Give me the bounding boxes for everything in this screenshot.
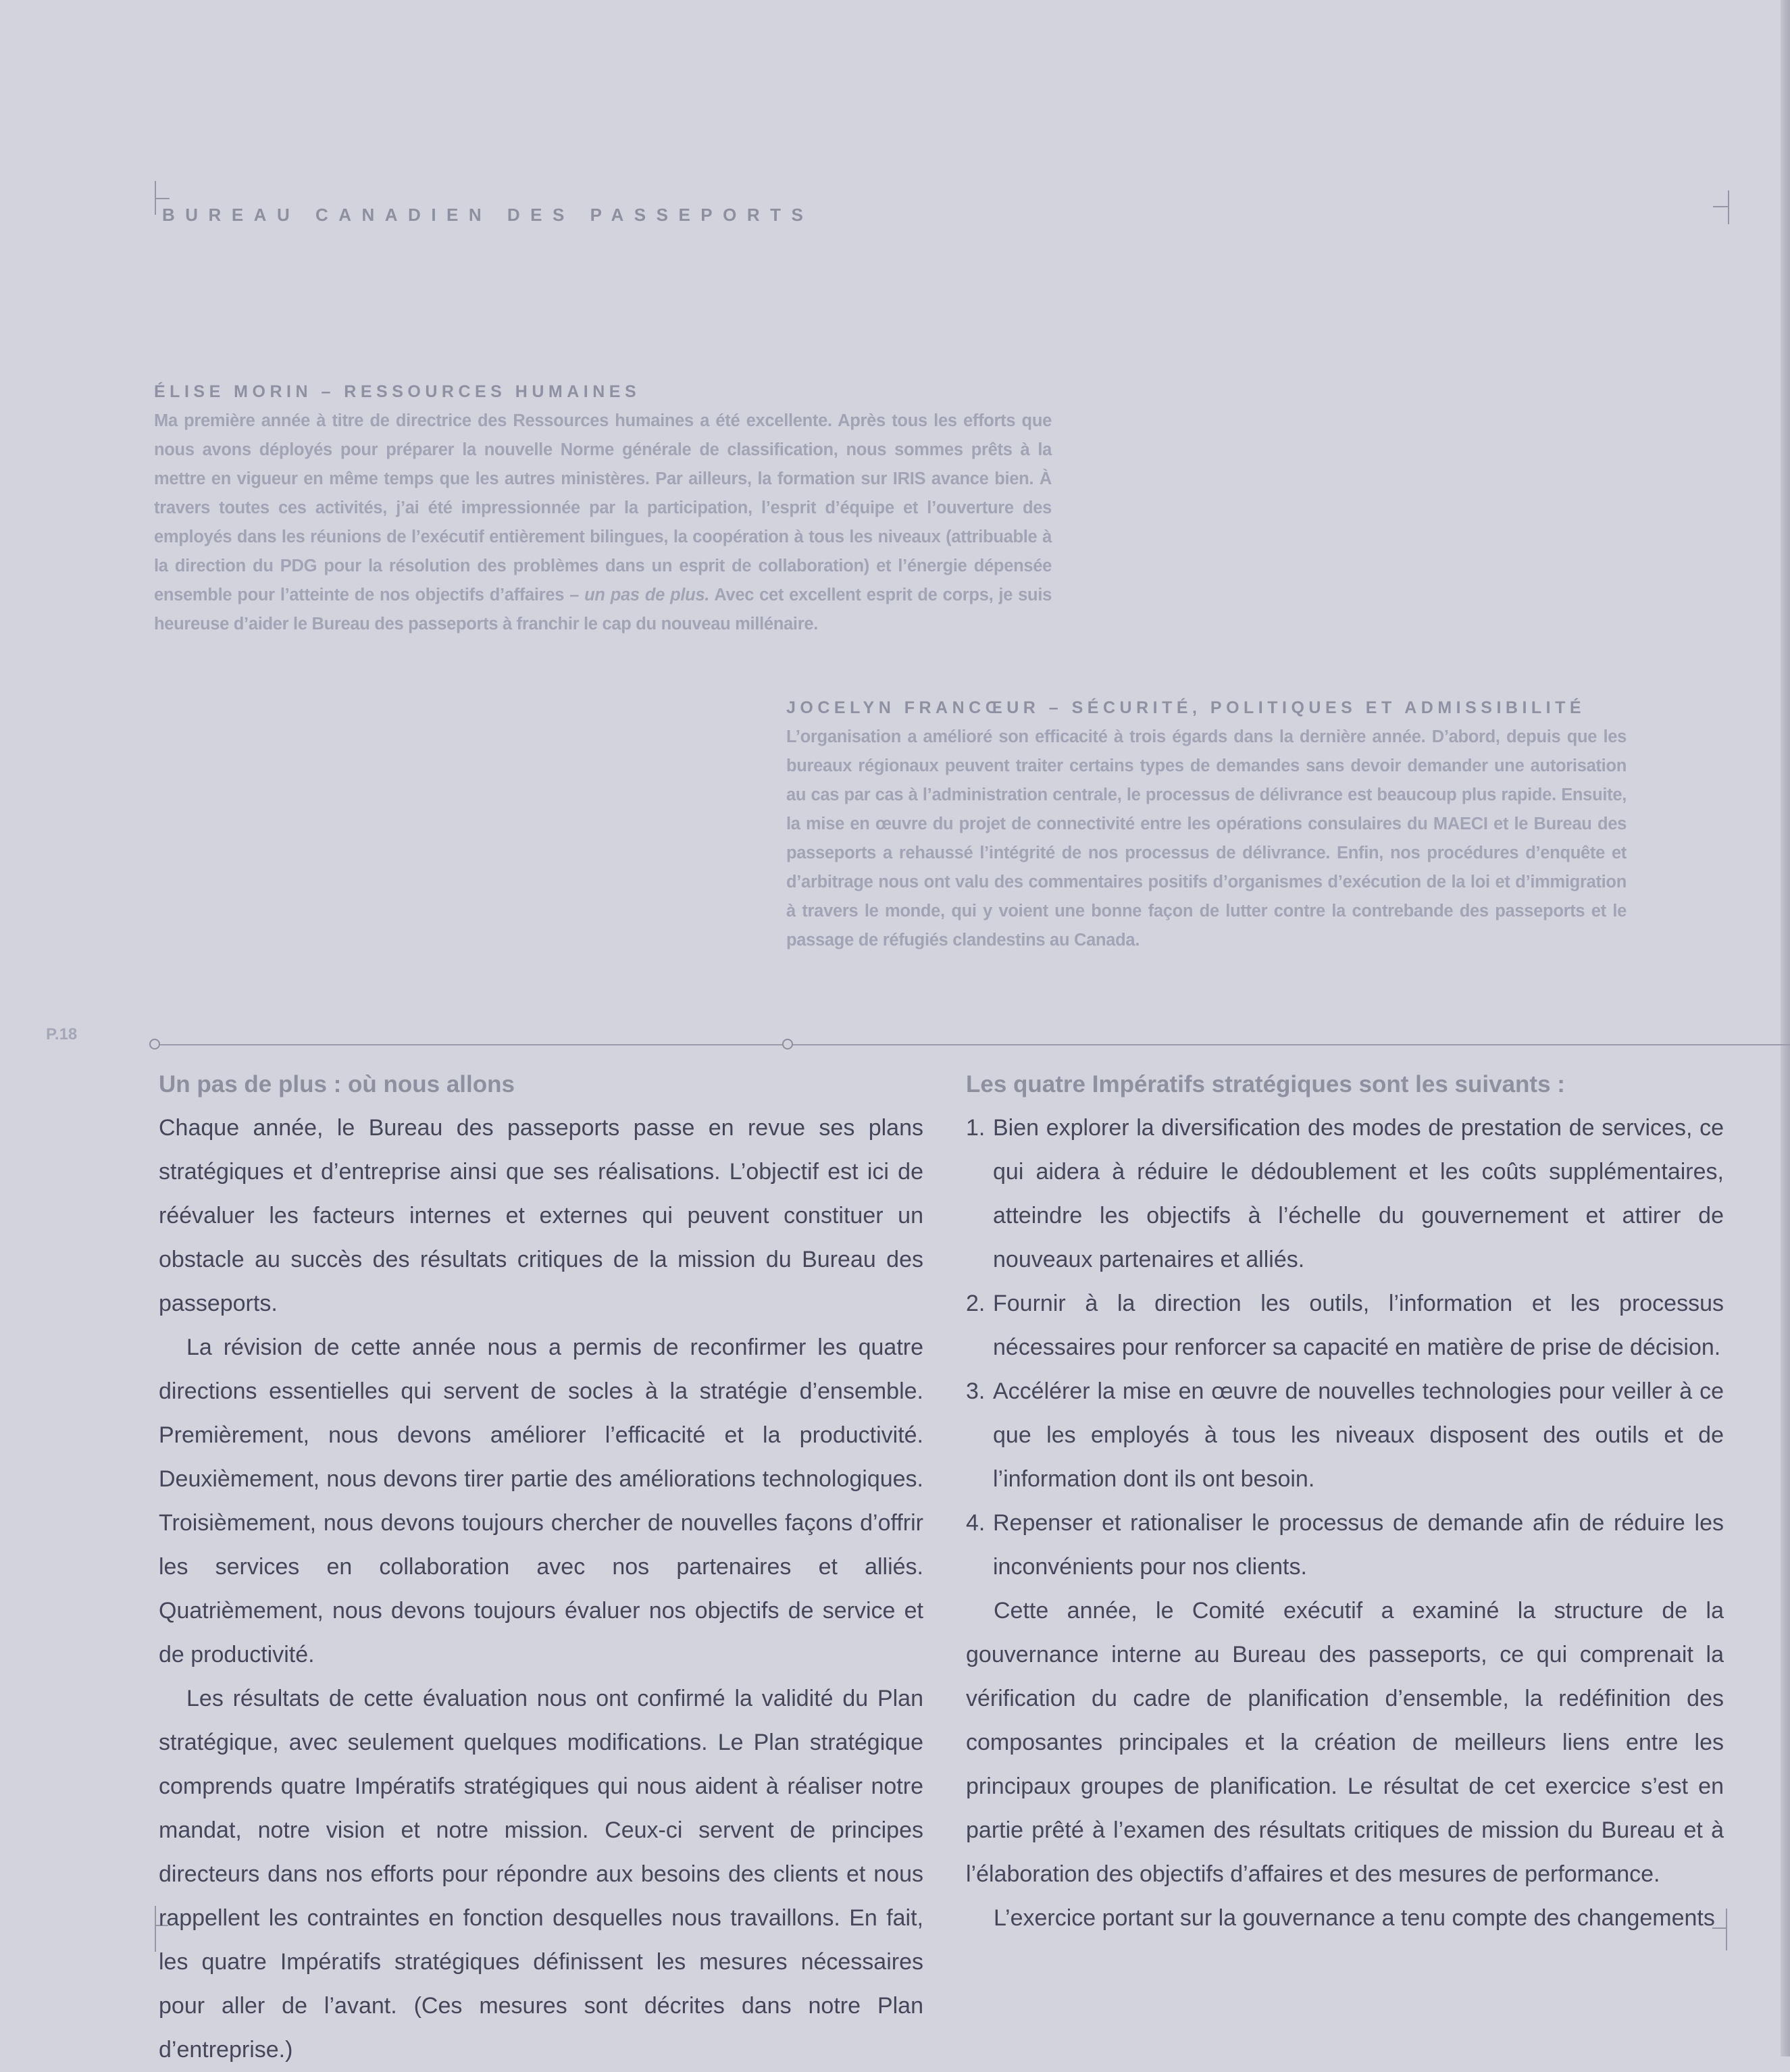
divider-rule [154, 1044, 1790, 1045]
header-title: BUREAU CANADIEN DES PASSEPORTS [162, 205, 814, 225]
section-text-hr-main: Ma première année à titre de directrice des Ressources humaines a été excellente. Après tous les efforts que nous avons déployés pour préparer la nouvelle Norme générale de classification, nous sommes prêts à la mettre en vigueur en même temps que les autres ministères. Par ailleurs, la formation sur IRIS avance bien. À travers toutes ces activités, j’ai été impressionnée par la participation, l’esprit d’équipe et l’ouverture des employés dans les réunions de l’exécutif entièrement bilingues, la coopération à tous les niveaux (attribuable à la direction du PDG pour la résolution des problèmes dans un esprit de collaboration) et l’énergie dépensée ensemble pour l’atteinte de nos objectifs d’affaires – [154, 411, 1052, 604]
left-column-body [159, 1106, 923, 2072]
left-column-heading: Un pas de plus : où nous allons [159, 1071, 515, 1097]
imperatives-list [966, 1106, 1724, 1589]
section-text-hr-italic: un pas de plus. [584, 586, 710, 604]
crop-mark-top-right-tick [1713, 206, 1728, 207]
crop-mark-top-left-tick [155, 198, 170, 199]
right-column-heading: Les quatre Impératifs stratégiques sont les suivants : [966, 1071, 1565, 1097]
right-column-body [966, 1106, 1724, 1940]
list-item [966, 1106, 1724, 1282]
list-item-number: 2. [966, 1291, 986, 1316]
page-number: P.18 [46, 1025, 78, 1043]
list-item-text: Accélérer la mise en œuvre de nouvelles technologies pour veiller à ce que les employés à tous les niveaux disposent des outils et de l’information dont ils ont besoin. [993, 1378, 1724, 1492]
list-item [966, 1370, 1724, 1501]
list-item-text: Repenser et rationaliser le processus de demande afin de réduire les inconvénients pour nos clients. [993, 1510, 1724, 1580]
list-item [966, 1501, 1724, 1589]
right-paragraph-2: L’exercice portant sur la gouvernance a tenu compte des changements [994, 1905, 1715, 1931]
section-text-security: L’organisation a amélioré son efficacité à trois égards dans la dernière année. D’abord, depuis que les bureaux régionaux peuvent traiter certains types de demandes sans devoir demander une autorisation au cas par cas à l’administration centrale, le processus de délivrance est beaucoup plus rapide. Ensuite, la mise en œuvre du projet de connectivité entre les opérations consulaires du MAECI et le Bureau des passeports a rehaussé l’intégrité de nos processus de délivrance. Enfin, nos procédures d’enquête et d’arbitrage nous ont valu des commentaires positifs d’organismes d’exécution de la loi et d’immigration à travers le monde, qui y voient une bonne façon de lutter contre la contrebande des passeports et le passage de réfugiés clandestins au Canada. [786, 727, 1627, 950]
list-item-text: Bien explorer la diversification des modes de prestation de services, ce qui aidera à réduire le dédoublement et les coûts supplémentaires, atteindre les objectifs à l’échelle du gouvernement et attirer de nouveaux partenaires et alliés. [993, 1115, 1724, 1272]
list-item-text: Fournir à la direction les outils, l’information et les processus nécessaires pour renforcer sa capacité en matière de prise de décision. [993, 1291, 1724, 1360]
list-item-number: 1. [966, 1115, 986, 1141]
page-edge-shadow [1781, 0, 1790, 2056]
crop-mark-top-right [1728, 190, 1729, 224]
section-text-hr [154, 407, 1052, 639]
list-item [966, 1282, 1724, 1370]
crop-mark-bottom-right [1726, 1909, 1727, 1950]
divider-dot-middle [782, 1039, 793, 1050]
list-item-number: 3. [966, 1378, 986, 1404]
section-title-security: JOCELYN FRANCŒUR – SÉCURITÉ, POLITIQUES ET ADMISSIBILITÉ [786, 698, 1586, 717]
crop-mark-bottom-left [155, 1906, 156, 1952]
section-text-hr-end: Avec cet excellent esprit de corps, je suis heureuse d’aider le Bureau des passeports à franchir le cap du nouveau millénaire. [154, 586, 1052, 633]
left-paragraph-1: Chaque année, le Bureau des passeports passe en revue ses plans stratégiques et d’entreprise ainsi que ses réalisations. L’objectif est ici de réévaluer les facteurs internes et externes qui peuvent constituer un obstacle au succès des résultats critiques de la mission du Bureau des passeports. [159, 1115, 923, 1316]
list-item-number: 4. [966, 1510, 986, 1536]
left-paragraph-2: La révision de cette année nous a permis de reconfirmer les quatre directions essentielles qui servent de socles à la stratégie d’ensemble. Premièrement, nous devons améliorer l’efficacité et la productivité. Deuxièmement, nous devons tirer partie des améliorations technologiques. Troisièmement, nous devons toujours chercher de nouvelles façons d’offrir les services en collaboration avec nos partenaires et alliés. Quatrièmement, nous devons toujours évaluer nos objectifs de service et de productivité. [159, 1335, 923, 1667]
divider-dot-left [149, 1039, 160, 1050]
section-title-hr: ÉLISE MORIN – RESSOURCES HUMAINES [154, 382, 641, 401]
right-paragraph-1: Cette année, le Comité exécutif a examiné la structure de la gouvernance interne au Bureau des passeports, ce qui comprenait la vérification du cadre de planification d’ensemble, la redéfinition des composantes principales et la création de meilleurs liens entre les principaux groupes de planification. Le résultat de cet exercice s’est en partie prêté à l’examen des résultats critiques de mission du Bureau et à l’élaboration des objectifs d’affaires et des mesures de performance. [966, 1598, 1724, 1887]
left-paragraph-3: Les résultats de cette évaluation nous ont confirmé la validité du Plan stratégique, avec seulement quelques modifications. Le Plan stratégique comprends quatre Impératifs stratégiques qui nous aident à réaliser notre mandat, notre vision et notre mission. Ceux-ci servent de principes directeurs dans nos efforts pour répondre aux besoins des clients et nous rappellent les contraintes en fonction desquelles nous travaillons. En fait, les quatre Impératifs stratégiques définissent les mesures nécessaires pour aller de l’avant. (Ces mesures sont décrites dans notre Plan d’entreprise.) [159, 1686, 923, 2063]
